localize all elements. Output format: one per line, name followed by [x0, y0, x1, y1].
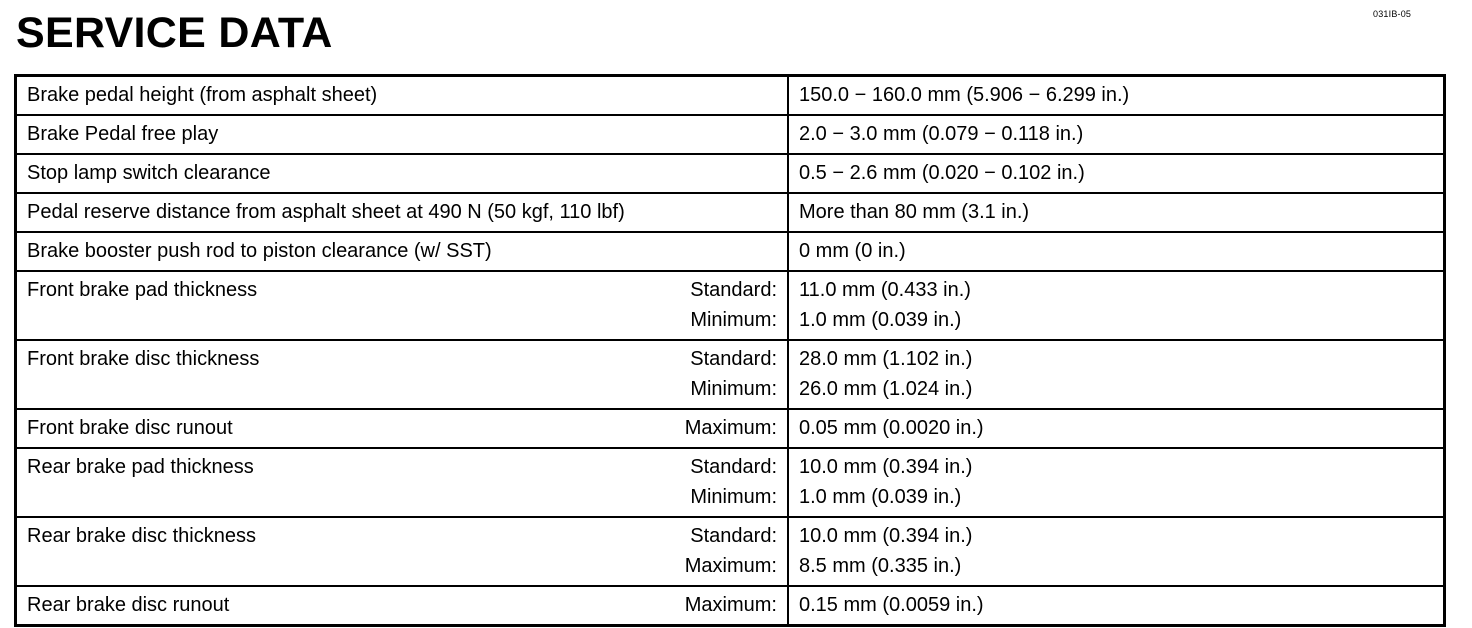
- item-label: Front brake disc runout: [27, 417, 233, 439]
- spec-qualifier: Standard:: [690, 348, 777, 370]
- item-cell: [16, 76, 789, 116]
- value-list: [789, 272, 1443, 339]
- service-data-table: [14, 74, 1446, 627]
- item-wrap: [17, 116, 787, 153]
- spec-value: 0.15 mm (0.0059 in.): [799, 594, 984, 616]
- spec-value: 0.05 mm (0.0020 in.): [799, 417, 984, 439]
- spec-value: 0 mm (0 in.): [799, 240, 906, 262]
- item-label: Pedal reserve distance from asphalt sheet at 490 N (50 kgf, 110 lbf): [27, 201, 625, 223]
- spec-value: 1.0 mm (0.039 in.): [799, 486, 962, 508]
- item-wrap: [17, 410, 787, 447]
- spec-qualifier: Minimum:: [690, 378, 777, 400]
- item-wrap: [17, 155, 787, 192]
- spec-value: 28.0 mm (1.102 in.): [799, 348, 973, 370]
- value-list: [789, 194, 1443, 231]
- spec-value: 10.0 mm (0.394 in.): [799, 525, 973, 547]
- item-wrap: [17, 449, 787, 516]
- item-label: Brake pedal height (from asphalt sheet): [27, 84, 378, 106]
- table-row: [16, 586, 1445, 626]
- spec-value: 1.0 mm (0.039 in.): [799, 309, 962, 331]
- table-row: [16, 517, 1445, 586]
- value-cell: [788, 115, 1445, 154]
- item-wrap: [17, 341, 787, 408]
- table-row: [16, 115, 1445, 154]
- qualifier-list: [685, 521, 777, 581]
- item-cell: [16, 115, 789, 154]
- table-row: [16, 448, 1445, 517]
- table-row: [16, 271, 1445, 340]
- value-cell: [788, 448, 1445, 517]
- spec-qualifier: Maximum:: [684, 594, 777, 616]
- value-cell: [788, 586, 1445, 626]
- spec-value: 26.0 mm (1.024 in.): [799, 378, 973, 400]
- qualifier-list: [690, 344, 777, 404]
- value-cell: [788, 154, 1445, 193]
- value-list: [789, 449, 1443, 516]
- item-cell: [16, 154, 789, 193]
- spec-value: 0.5 − 2.6 mm (0.020 − 0.102 in.): [799, 162, 1085, 184]
- service-data-table-body: [16, 76, 1445, 626]
- item-label: Front brake pad thickness: [27, 279, 258, 301]
- value-cell: [788, 193, 1445, 232]
- value-list: [789, 410, 1443, 447]
- table-row: [16, 340, 1445, 409]
- value-list: [789, 116, 1443, 153]
- value-cell: [788, 517, 1445, 586]
- spec-qualifier: Standard:: [690, 279, 777, 301]
- spec-value: 11.0 mm (0.433 in.): [799, 279, 971, 301]
- value-cell: [788, 409, 1445, 448]
- item-wrap: [17, 272, 787, 339]
- item-wrap: [17, 587, 787, 624]
- value-cell: [788, 76, 1445, 116]
- value-list: [789, 518, 1443, 585]
- qualifier-list: [685, 413, 777, 443]
- document-code: 031IB-05: [1373, 9, 1412, 19]
- page-title: SERVICE DATA: [16, 9, 333, 57]
- item-label: Rear brake pad thickness: [27, 456, 254, 478]
- item-cell: [16, 448, 789, 517]
- value-list: [789, 155, 1443, 192]
- item-label: Rear brake disc runout: [27, 594, 230, 616]
- spec-qualifier: Maximum:: [684, 417, 777, 439]
- item-wrap: [17, 233, 787, 270]
- spec-value: 8.5 mm (0.335 in.): [799, 555, 962, 577]
- spec-qualifier: Standard:: [690, 456, 777, 478]
- item-label: Stop lamp switch clearance: [27, 162, 271, 184]
- spec-value: 2.0 − 3.0 mm (0.079 − 0.118 in.): [799, 123, 1084, 145]
- value-cell: [788, 271, 1445, 340]
- item-cell: [16, 271, 789, 340]
- item-cell: [16, 193, 789, 232]
- table-row: [16, 154, 1445, 193]
- item-cell: [16, 340, 789, 409]
- value-list: [789, 587, 1443, 624]
- spec-value: More than 80 mm (3.1 in.): [799, 201, 1030, 223]
- spec-value: 150.0 − 160.0 mm (5.906 − 6.299 in.): [799, 84, 1130, 106]
- spec-value: 10.0 mm (0.394 in.): [799, 456, 973, 478]
- value-cell: [788, 340, 1445, 409]
- spec-qualifier: Standard:: [690, 525, 777, 547]
- table-row: [16, 193, 1445, 232]
- qualifier-list: [685, 590, 777, 620]
- item-label: Brake Pedal free play: [27, 123, 219, 145]
- item-label: Rear brake disc thickness: [27, 525, 256, 547]
- item-label: Front brake disc thickness: [27, 348, 260, 370]
- spec-qualifier: Maximum:: [684, 555, 777, 577]
- item-wrap: [17, 518, 787, 585]
- spec-qualifier: Minimum:: [690, 486, 777, 508]
- table-row: [16, 409, 1445, 448]
- table-row: [16, 76, 1445, 116]
- value-list: [789, 77, 1443, 114]
- qualifier-list: [690, 275, 777, 335]
- value-list: [789, 233, 1443, 270]
- item-wrap: [17, 77, 787, 114]
- value-cell: [788, 232, 1445, 271]
- item-cell: [16, 232, 789, 271]
- item-wrap: [17, 194, 787, 231]
- item-label: Brake booster push rod to piston clearance (w/ SST): [27, 240, 492, 262]
- qualifier-list: [690, 452, 777, 512]
- item-cell: [16, 586, 789, 626]
- item-cell: [16, 409, 789, 448]
- item-cell: [16, 517, 789, 586]
- spec-qualifier: Minimum:: [690, 309, 777, 331]
- value-list: [789, 341, 1443, 408]
- table-row: [16, 232, 1445, 271]
